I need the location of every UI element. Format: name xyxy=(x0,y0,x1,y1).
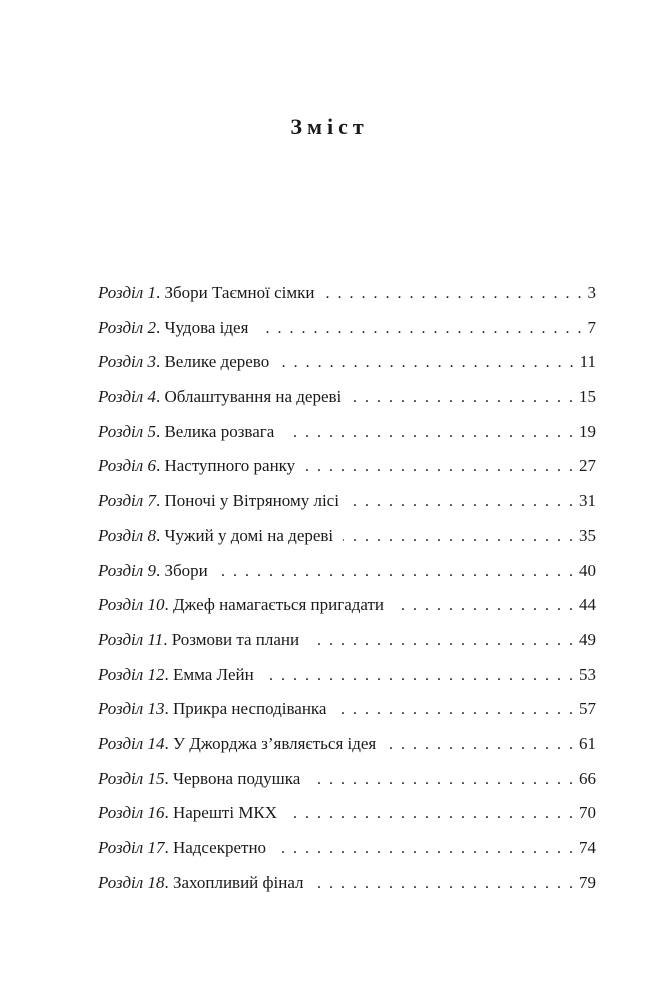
chapter-title: Збори Таємної сімки xyxy=(164,283,315,302)
chapter-number: Розділ 1 xyxy=(98,283,156,302)
page-number: 3 xyxy=(587,283,596,302)
chapter-number: Розділ 12 xyxy=(98,664,165,684)
dot-leader xyxy=(351,386,575,410)
dot-leader xyxy=(336,698,575,722)
toc-entry xyxy=(98,732,596,767)
toc-entry xyxy=(98,559,596,594)
chapter-separator: . xyxy=(164,838,173,857)
chapter-title: Надсекретно xyxy=(172,838,267,857)
chapter-number: Розділ 7 xyxy=(98,491,156,511)
chapter-separator: . xyxy=(155,456,165,476)
chapter-number: Розділ 3 xyxy=(98,352,156,372)
dot-leader xyxy=(264,664,575,688)
chapter-title: Чудова ідея xyxy=(164,317,249,337)
dot-leader xyxy=(324,282,583,306)
page-number: 27 xyxy=(579,456,596,476)
toc-entry xyxy=(98,524,596,559)
chapter-separator: . xyxy=(164,595,173,615)
chapter-title: У Джорджа з’являється ідея xyxy=(172,733,377,753)
dot-leader xyxy=(349,490,575,514)
chapter-title: Чужий у домі на дереві xyxy=(164,525,334,545)
toc-entry xyxy=(98,663,596,698)
page-number: 35 xyxy=(579,525,596,545)
toc-entry xyxy=(98,593,596,628)
dot-leader xyxy=(287,802,575,826)
chapter-separator: . xyxy=(164,733,173,753)
toc-entry xyxy=(98,697,596,732)
chapter-separator: . xyxy=(155,491,165,511)
chapter-number: Розділ 15 xyxy=(98,768,165,788)
dot-leader xyxy=(394,594,575,618)
toc-entry xyxy=(98,628,596,663)
page-number: 49 xyxy=(579,629,596,649)
chapter-number: Розділ 5 xyxy=(98,421,156,441)
page-number: 66 xyxy=(579,768,596,788)
toc-entry xyxy=(98,350,596,385)
chapter-title: Збори xyxy=(164,560,208,580)
page-number: 57 xyxy=(579,699,596,719)
chapter-separator: . xyxy=(164,768,173,788)
chapter-number: Розділ 10 xyxy=(98,595,165,615)
toc-entry xyxy=(98,281,596,316)
dot-leader xyxy=(386,733,575,757)
toc-entry xyxy=(98,767,596,802)
page-number: 79 xyxy=(579,872,596,892)
table-of-contents xyxy=(98,281,596,905)
toc-entry xyxy=(98,871,596,906)
dot-leader xyxy=(276,837,575,861)
chapter-number: Розділ 2 xyxy=(98,317,156,337)
chapter-title: Розмови та плани xyxy=(171,629,300,649)
dot-leader xyxy=(218,560,575,584)
dot-leader xyxy=(314,872,575,896)
chapter-number: Розділ 17 xyxy=(98,838,165,857)
chapter-title: Велика розвага xyxy=(164,421,275,441)
chapter-number: Розділ 4 xyxy=(98,387,156,407)
chapter-separator: . xyxy=(164,664,173,684)
chapter-separator: . xyxy=(164,699,173,719)
page-number: 40 xyxy=(579,560,596,580)
chapter-separator: . xyxy=(163,629,172,649)
chapter-number: Розділ 18 xyxy=(98,872,165,892)
chapter-title: Наступного ранку xyxy=(164,456,296,476)
dot-leader xyxy=(284,421,575,445)
dot-leader xyxy=(258,317,583,341)
toc-entry xyxy=(98,420,596,455)
page-number: 44 xyxy=(579,595,596,615)
dot-leader xyxy=(310,768,575,792)
toc-entry xyxy=(98,316,596,351)
chapter-number: Розділ 8 xyxy=(98,525,156,545)
page-number: 70 xyxy=(579,803,596,823)
page-number: 11 xyxy=(579,352,596,372)
chapter-number: Розділ 14 xyxy=(98,733,165,753)
toc-entry xyxy=(98,801,596,836)
chapter-title: Джеф намагається пригадати xyxy=(172,595,385,615)
chapter-title: Поночі у Вітряному лісі xyxy=(164,491,339,511)
chapter-number: Розділ 13 xyxy=(98,699,165,719)
toc-entry xyxy=(98,489,596,524)
page-number: 15 xyxy=(579,387,596,407)
chapter-separator: . xyxy=(155,387,165,407)
chapter-separator: . xyxy=(155,525,165,545)
dot-leader xyxy=(279,351,575,375)
chapter-separator: . xyxy=(155,283,165,302)
chapter-separator: . xyxy=(164,803,173,823)
page-title: Зміст xyxy=(290,114,369,139)
page-number: 19 xyxy=(579,421,596,441)
chapter-title: Червона подушка xyxy=(172,768,301,788)
page-number: 31 xyxy=(579,491,596,511)
chapter-title: Облаштування на дереві xyxy=(164,387,342,407)
chapter-title: Емма Лейн xyxy=(172,664,254,684)
chapter-separator: . xyxy=(155,560,165,580)
chapter-number: Розділ 9 xyxy=(98,560,156,580)
page-number: 61 xyxy=(579,733,596,753)
toc-entry xyxy=(98,385,596,420)
toc-entry xyxy=(98,836,596,871)
toc-entry xyxy=(98,454,596,489)
page-number: 53 xyxy=(579,664,596,684)
chapter-separator: . xyxy=(164,872,173,892)
chapter-number: Розділ 6 xyxy=(98,456,156,476)
chapter-title: Велике дерево xyxy=(164,352,270,372)
page-number: 7 xyxy=(587,317,596,337)
chapter-number: Розділ 11 xyxy=(98,629,164,649)
chapter-title: Захопливий фінал xyxy=(172,872,304,892)
chapter-separator: . xyxy=(155,421,165,441)
dot-leader xyxy=(309,629,575,653)
dot-leader xyxy=(305,455,575,479)
chapter-title: Прикра несподіванка xyxy=(172,699,327,719)
chapter-separator: . xyxy=(155,352,165,372)
dot-leader xyxy=(343,525,575,549)
chapter-number: Розділ 16 xyxy=(98,803,165,823)
chapter-separator: . xyxy=(155,317,165,337)
page-number: 74 xyxy=(579,838,596,857)
chapter-title: Нарешті МКХ xyxy=(172,803,278,823)
